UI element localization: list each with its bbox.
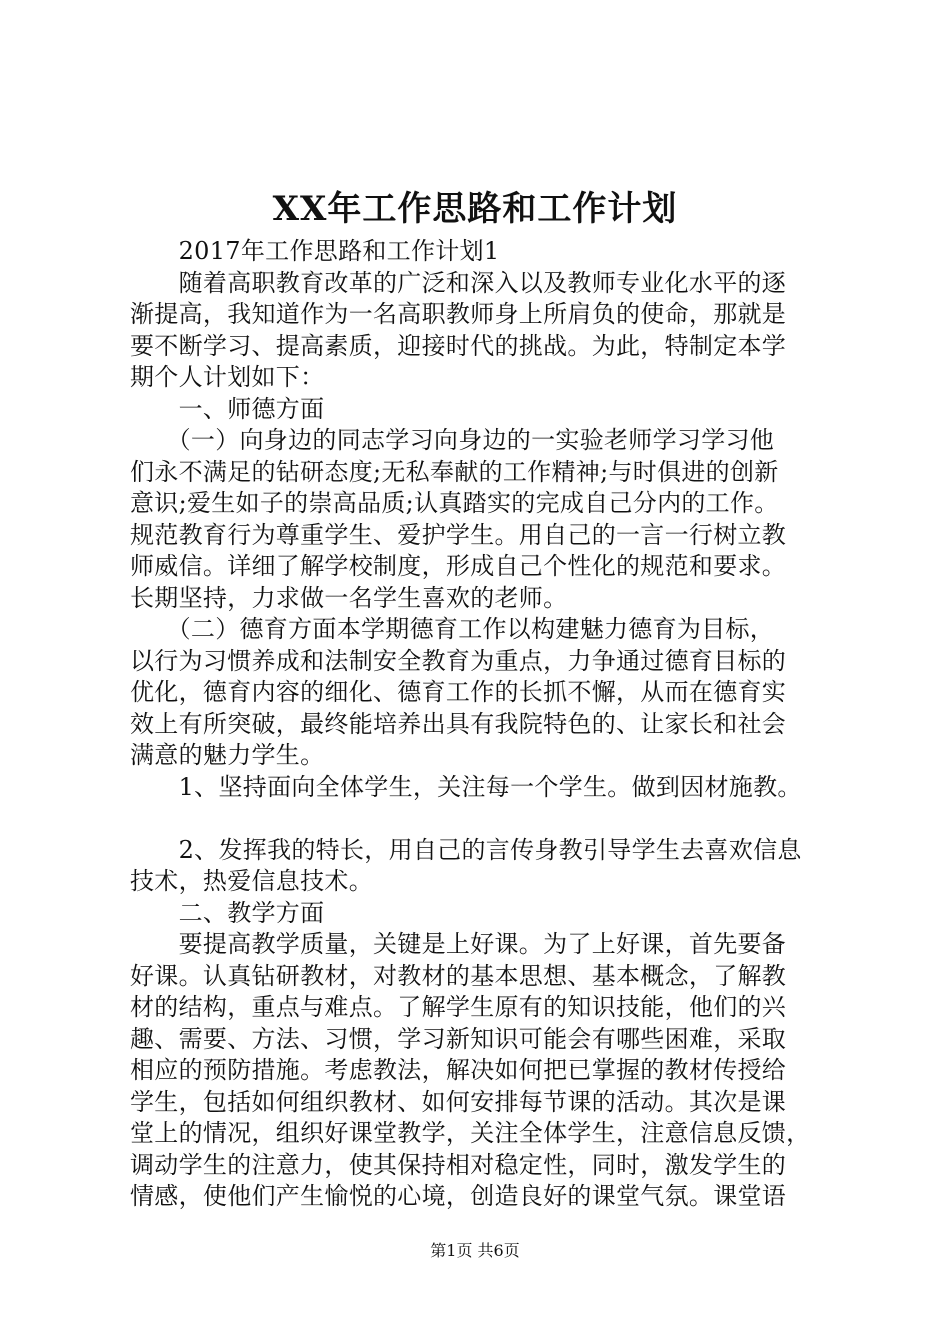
text-line: 意识;爱生如子的崇高品质;认真踏实的完成自己分内的工作。 <box>130 489 779 517</box>
blank-line <box>130 803 830 835</box>
text-line: 要提高教学质量，关键是上好课。为了上好课，首先要备 <box>130 930 787 958</box>
text-line: 学生，包括如何组织教材、如何安排每节课的活动。其次是课 <box>130 1087 787 1116</box>
text-line: 随着高职教育改革的广泛和深入以及教师专业化水平的逐 <box>130 268 787 297</box>
section-heading: 二、教学方面 <box>130 898 325 927</box>
text-line: 们永不满足的钻研态度;无私奉献的工作精神;与时俱进的创新 <box>130 457 779 486</box>
text-line: 1、坚持面向全体学生，关注每一个学生。做到因材施教。 <box>130 772 802 801</box>
text-line: 情感，使他们产生愉悦的心境，创造良好的课堂气氛。课堂语 <box>130 1182 787 1210</box>
text-line: 满意的魅力学生。 <box>130 741 325 769</box>
document-title: XX年工作思路和工作计划 <box>272 189 678 229</box>
document-body <box>130 236 830 1213</box>
text-line: 堂上的情况，组织好课堂教学，关注全体学生，注意信息反馈， <box>130 1119 811 1147</box>
text-line: 渐提高，我知道作为一名高职教师身上所肩负的使命，那就是 <box>130 300 787 328</box>
text-line: 期个人计划如下： <box>130 363 325 391</box>
text-line: 要不断学习、提高素质，迎接时代的挑战。为此，特制定本学 <box>130 331 787 360</box>
text-line: 趣、需要、方法、习惯，学习新知识可能会有哪些困难，采取 <box>130 1024 787 1053</box>
text-line: （二）德育方面本学期德育工作以构建魅力德育为目标， <box>130 615 775 643</box>
text-line: 调动学生的注意力，使其保持相对稳定性，同时，激发学生的 <box>130 1150 787 1179</box>
text-line: 2017年工作思路和工作计划1 <box>130 237 500 265</box>
text-line: 长期坚持，力求做一名学生喜欢的老师。 <box>130 583 568 612</box>
text-line: 相应的预防措施。考虑教法，解决如何把已掌握的教材传授给 <box>130 1056 787 1084</box>
text-line: （一）向身边的同志学习向身边的一实验老师学习学习他 <box>130 426 775 454</box>
text-line: 师威信。详细了解学校制度，形成自己个性化的规范和要求。 <box>130 552 787 580</box>
text-line: 材的结构，重点与难点。了解学生原有的知识技能，他们的兴 <box>130 993 787 1021</box>
text-line: 以行为习惯养成和法制安全教育为重点，力争通过德育目标的 <box>130 646 787 675</box>
text-line: 规范教育行为尊重学生、爱护学生。用自己的一言一行树立教 <box>130 520 787 549</box>
text-line: 2、发挥我的特长，用自己的言传身教引导学生去喜欢信息 <box>130 835 802 864</box>
section-heading: 一、师德方面 <box>130 394 325 423</box>
text-line: 好课。认真钻研教材，对教材的基本思想、基本概念，了解教 <box>130 961 787 990</box>
text-line: 优化，德育内容的细化、德育工作的长抓不懈，从而在德育实 <box>130 678 787 706</box>
page-footer: 第1页 共6页 <box>430 1241 520 1260</box>
text-line: 技术，热爱信息技术。 <box>130 867 373 895</box>
text-line: 效上有所突破，最终能培养出具有我院特色的、让家长和社会 <box>130 709 787 738</box>
